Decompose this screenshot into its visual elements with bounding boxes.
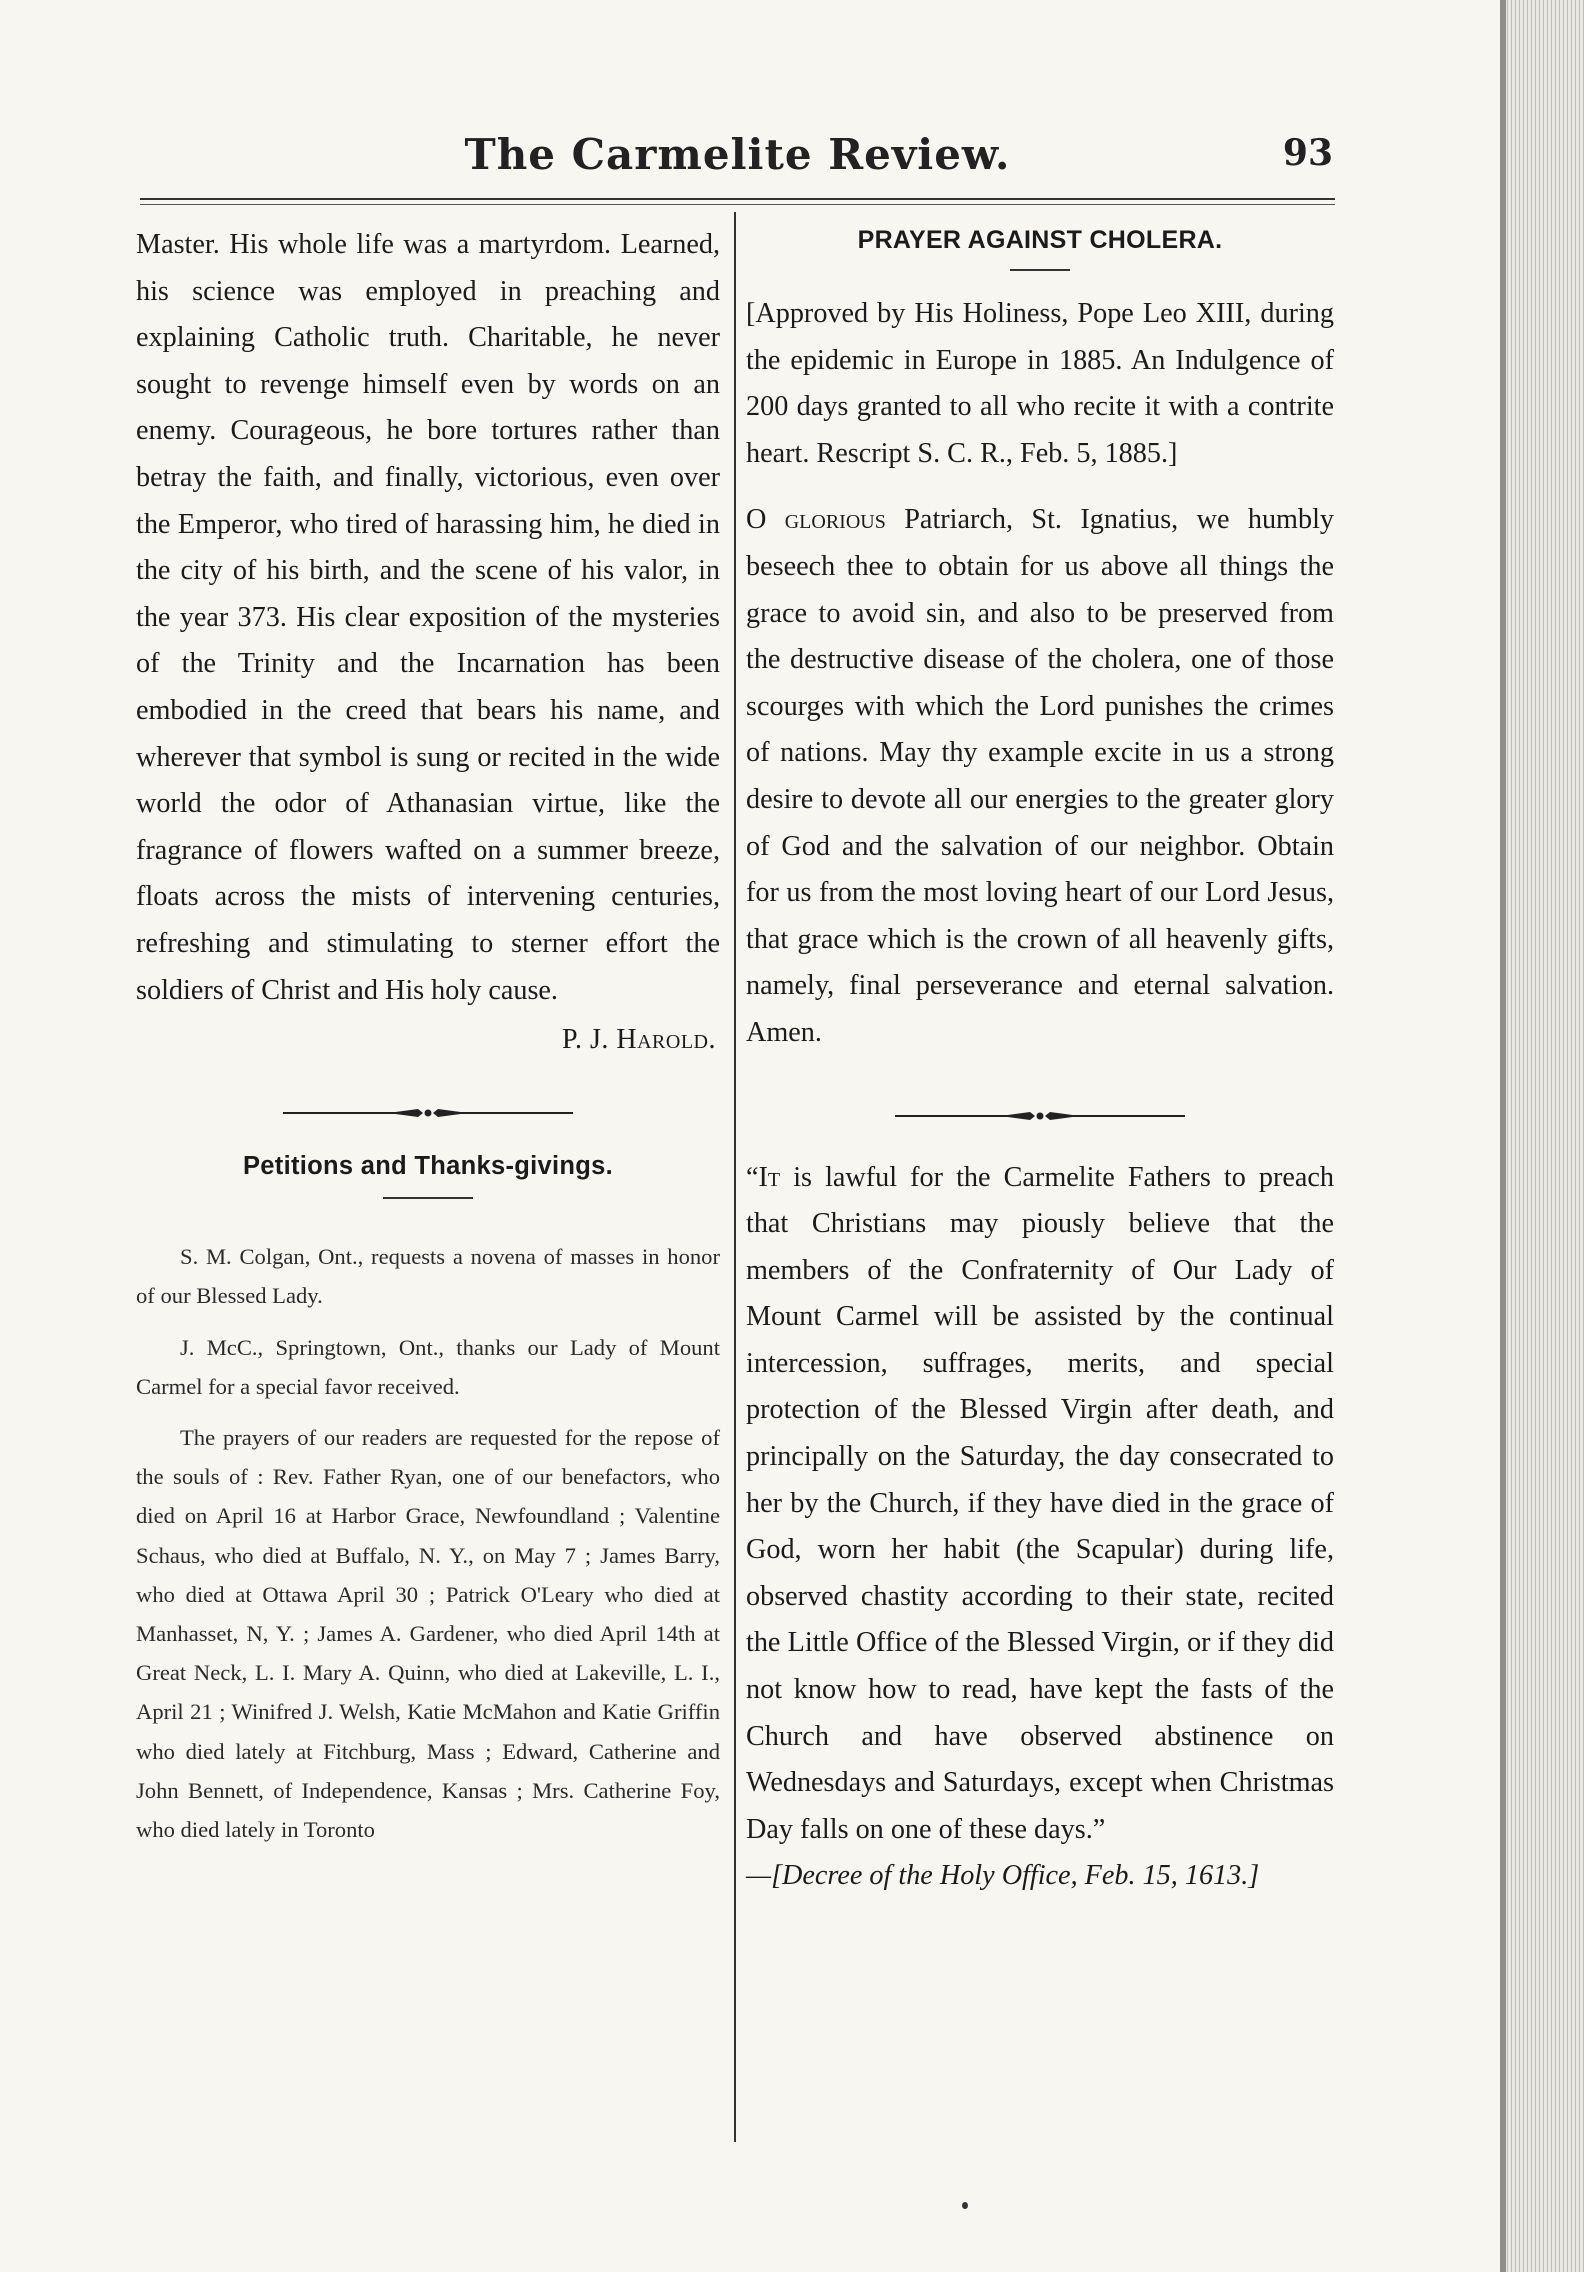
- ornament-divider-icon: [890, 1105, 1190, 1127]
- heading-underline: [383, 1197, 473, 1199]
- column-divider: [734, 212, 736, 2142]
- petition-item: J. McC., Springtown, Ont., thanks our Lady of Mount Carmel for a special favor received.: [136, 1334, 720, 1399]
- athanasius-paragraph: Master. His whole life was a martyrdom. Learned, his science was employed in preaching and explaining Catholic truth. Charitable, he never sought to revenge himself even by words on an enemy. Courageous, he bore tortures rather than betray the faith, and finally, victorious, even over the Emperor, who tired of harassing him, he died in the city of his birth, and the scene of his valor, in the year 373. His clear exposition of the mysteries of the Trinity and the Incarnation has been embodied in the creed that bears his name, and wherever that symbol is sung or recited in the wide world the odor of Athanasian virtue, like the fragrance of flowers wafted on a summer breeze, floats across the mists of intervening centuries, refreshing and stimulating to sterner effort the soldiers of Christ and His holy cause.: [136, 229, 720, 1006]
- ornament-divider-icon: [278, 1102, 578, 1124]
- header-rule-thin: [140, 204, 1335, 205]
- petition-item: S. M. Colgan, Ont., requests a novena of masses in honor of our Blessed Lady.: [136, 1244, 720, 1309]
- running-title: The Carmelite Review.: [464, 130, 1011, 179]
- prayer-paragraph: [746, 497, 1334, 1056]
- approval-note: [Approved by His Holiness, Pope Leo XIII, during the epidemic in Europe in 1885. An Indulgence of 200 days granted to all who recite it with a contrite heart. Rescript S. C. R., Feb. 5, 1885.]: [746, 298, 1334, 469]
- decree-citation: —[Decree of the Holy Office, Feb. 15, 1613.]: [746, 1860, 1260, 1892]
- page-header: [140, 118, 1335, 198]
- decree-paragraph: [746, 1155, 1334, 1854]
- petitions-list: [136, 1237, 720, 1849]
- right-column: [746, 222, 1334, 1900]
- book-page-edges: [1500, 0, 1584, 2272]
- prayer-body: Patriarch, St. Ignatius, we humbly beseech thee to obtain for us above all things the grace to avoid sin, and also to be preserved from the destructive disease of the cholera, one of those scourges with which the Lord punishes the crimes of nations. May thy example excite in us a strong desire to devote all our energies to the greater glory of God and the salvation of our neighbor. Obtain for us from the most loving heart of our Lord Jesus, that grace which is the crown of all heavenly gifts, namely, final perseverance and eternal salvation. Amen.: [746, 504, 1334, 1048]
- heading-underline: [1010, 269, 1070, 271]
- petition-item: The prayers of our readers are requested for the repose of the souls of : Rev. Father Ryan, one of our benefactors, who died on April 16 at Harbor Grace, Newfoundland ; Valentine Schaus, who died at Buffalo, N. Y., on May 7 ; James Barry, who died at Ottawa April 30 ; Patrick O'Leary who died at Manhasset, N, Y. ; James A. Gardener, who died April 14th at Great Neck, L. I. Mary A. Quinn, who died at Lakeville, L. I., April 21 ; Winifred J. Welsh, Katie McMahon and Katie Griffin who died lately at Fitchburg, Mass ; Edward, Catherine and John Bennett, of Independence, Kansas ; Mrs. Catherine Foy, who died lately in Toronto: [136, 1424, 720, 1842]
- page-number: 93: [1282, 132, 1333, 174]
- prayer-heading: PRAYER AGAINST CHOLERA.: [857, 226, 1223, 254]
- decree-body: is lawful for the Carmelite Fathers to preach that Christians may piously believe that the members of the Confraternity of Our Lady of Mount Carmel will be assisted by the continual intercession, suffrages, merits, and special protection of the Blessed Virgin after death, and principally on the Saturday, the day consecrated to her by the Church, if they have died in the grace of God, worn her habit (the Scapular) during life, observed chastity according to their state, recited the Little Office of the Blessed Virgin, or if they did not know how to read, have kept the fasts of the Church and have observed abstinence on Wednesdays and Saturdays, except when Christmas Day falls on one of these days.”: [746, 1161, 1334, 1845]
- prayer-lead-words: O glorious: [746, 504, 886, 536]
- decree-lead-word: “It: [746, 1161, 781, 1193]
- header-rule: [140, 198, 1335, 200]
- page-mark: [962, 2202, 968, 2209]
- author-signature: P. J. Harold.: [562, 1024, 716, 1056]
- left-column: [136, 222, 720, 1849]
- petitions-heading: Petitions and Thanks-givings.: [243, 1152, 613, 1181]
